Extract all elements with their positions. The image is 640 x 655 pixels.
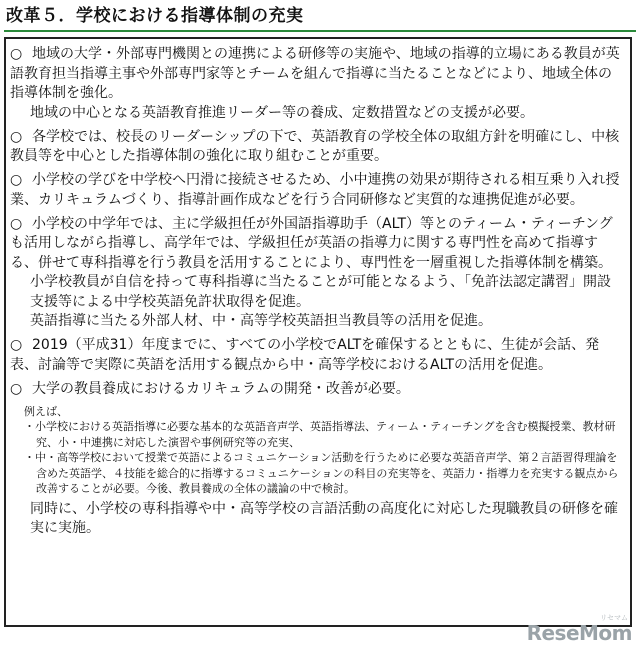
item-text: 各学校では、校長のリーダーシップの下で、英語教育の学校全体の取組方針を明確にし、中核教員等を中心とした指導体制の強化に取り組むことが重要。 — [10, 128, 620, 164]
logo-text: ReseMom — [526, 621, 632, 645]
item-text: 地域の大学・外部専門機関との連携による研修等の実施や、地域の指導的立場にある教員が英語教育担当指導主事や外部専門家等とチームを組んで指導に当たることなどにより、地域全体の指導体制を強化。 — [10, 46, 620, 101]
list-item — [10, 380, 624, 400]
item-subtext: 英語指導に当たる外部人材、中・高等学校英語担当教員等の活用を促進。 — [30, 313, 492, 329]
list-item — [10, 128, 624, 167]
item-text: 2019（平成31）年度までに、すべての小学校でALTを確保するとともに、生徒が会話、発表、討論等で実際に英語を活用する観点から中・高等学校におけるALTの活用を促進。 — [10, 337, 600, 373]
circle-bullet-icon: ○ — [10, 337, 23, 353]
example-intro: 例えば、 — [24, 404, 68, 418]
item-subtext: 地域の中心となる英語教育推進リーダー等の養成、定数措置などの支援が必要。 — [30, 104, 534, 121]
circle-bullet-icon: ○ — [10, 46, 23, 62]
list-item — [10, 171, 624, 210]
list-item — [10, 336, 624, 375]
example-point: ・中・高等学校において授業で英語によるコミュニケーション活動を行うために必要な英語音声学、第２言語習得理論を含めた英語学、４技能を総合的に指導するコミュニケーションの科目の充実等を、英語力・指導力を充実する観点から改善することが必要。今後、教員養成の全体の議論の中で検討。 — [24, 451, 619, 495]
example-note — [24, 404, 620, 497]
item-text: 大学の教員養成におけるカリキュラムの開発・改善が必要。 — [32, 380, 410, 397]
circle-bullet-icon: ○ — [10, 215, 23, 232]
title-underline — [4, 30, 636, 32]
circle-bullet-icon: ○ — [10, 128, 23, 145]
circle-bullet-icon: ○ — [10, 172, 23, 188]
example-point: ・小学校における英語指導に必要な基本的な英語音声学、英語指導法、ティーム・ティーチングを含む模擬授業、教材研究、小・中連携に対応した演習や事例研究等の充実、 — [24, 420, 616, 449]
item-list — [10, 45, 624, 539]
closing-text: 同時に、小学校の専科指導や中・高等学校の言語活動の高度化に対応した現職教員の研修を確実に実施。 — [30, 500, 618, 536]
list-item — [10, 215, 624, 332]
list-item — [10, 45, 624, 123]
page-title: 改革５．学校における指導体制の充実 — [6, 6, 304, 26]
item-text: 小学校の中学年では、主に学級担任が外国語指導助手（ALT）等とのティーム・ティーチングも活用しながら指導し、高学年では、学級担任が英語の指導力に関する専門性を高めて指導する、併せて専科指導を行う教員を活用することにより、専門性を一層重視した指導体制を構築。 — [10, 215, 613, 271]
logo-subtext: リセマム — [600, 614, 628, 622]
item-subtext: 小学校教員が自信を持って専科指導に当たることが可能となるよう、「免許法認定講習」開設支援等による中学校英語免許状取得を促進。 — [30, 274, 611, 310]
closing-note — [10, 500, 624, 539]
item-text: 小学校の学びを中学校へ円滑に接続させるため、小中連携の効果が期待される相互乗り入れ授業、カリキュラムづくり、指導計画作成などを行う合同研修など実質的な連携促進が必要。 — [10, 172, 620, 208]
resemom-logo — [512, 614, 632, 647]
circle-bullet-icon: ○ — [10, 380, 23, 397]
